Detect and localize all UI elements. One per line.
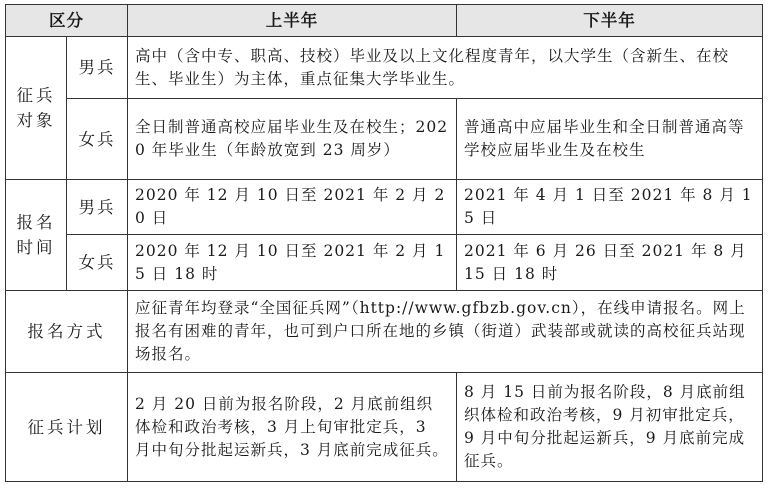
recruit-plan-first: 2 月 20 日前为报名阶段，2 月底前组织体检和政治考核，3 月上旬审批定兵，3 月中旬分批起运新兵，3 月底前完成征兵。 bbox=[128, 373, 457, 482]
row-time-male bbox=[6, 180, 763, 235]
header-category: 区分 bbox=[6, 5, 128, 37]
row-time-female bbox=[6, 235, 763, 291]
time-female-first: 2020 年 12 月 10 日至 2021 年 2 月 15 日 18 时 bbox=[128, 235, 457, 291]
time-female-second: 2021 年 6 月 26 日至 2021 年 8 月 15 日 18 时 bbox=[457, 235, 763, 291]
label-registration-method: 报名方式 bbox=[6, 291, 128, 373]
target-female-second: 普通高中应届毕业生和全日制普通高等学校应届毕业生及在校生 bbox=[457, 99, 763, 180]
row-registration-method bbox=[6, 291, 763, 373]
recruitment-table bbox=[5, 4, 763, 482]
registration-method-text: 应征青年均登录“全国征兵网”（http://www.gfbzb.gov.cn），在线申请报名。网上报名有困难的青年，也可到户口所在地的乡镇（街道）武装部或就读的高校征兵站现场报名。 bbox=[128, 291, 763, 373]
header-first-half: 上半年 bbox=[128, 5, 457, 37]
target-male-text: 高中（含中专、职高、技校）毕业及以上文化程度青年，以大学生（含新生、在校生、毕业生）为主体，重点征集大学毕业生。 bbox=[128, 37, 763, 99]
label-time-male: 男兵 bbox=[67, 180, 128, 235]
label-target-female: 女兵 bbox=[67, 99, 128, 180]
target-female-first: 全日制普通高校应届毕业生及在校生；2020 年毕业生（年龄放宽到 23 周岁） bbox=[128, 99, 457, 180]
row-recruit-plan bbox=[6, 373, 763, 482]
row-target-female bbox=[6, 99, 763, 180]
label-target-male: 男兵 bbox=[67, 37, 128, 99]
label-recruit-target: 征兵 对象 bbox=[6, 37, 67, 180]
row-target-male bbox=[6, 37, 763, 99]
recruit-plan-second: 8 月 15 日前为报名阶段，8 月底前组织体检和政治考核，9 月初审批定兵，9 月中旬分批起运新兵，9 月底前完成征兵。 bbox=[457, 373, 763, 482]
label-recruit-plan: 征兵计划 bbox=[6, 373, 128, 482]
header-row bbox=[6, 5, 763, 37]
header-second-half: 下半年 bbox=[457, 5, 763, 37]
time-male-second: 2021 年 4 月 1 日至 2021 年 8 月 15 日 bbox=[457, 180, 763, 235]
label-registration-time: 报名 时间 bbox=[6, 180, 67, 291]
time-male-first: 2020 年 12 月 10 日至 2021 年 2 月 20 日 bbox=[128, 180, 457, 235]
label-time-female: 女兵 bbox=[67, 235, 128, 291]
